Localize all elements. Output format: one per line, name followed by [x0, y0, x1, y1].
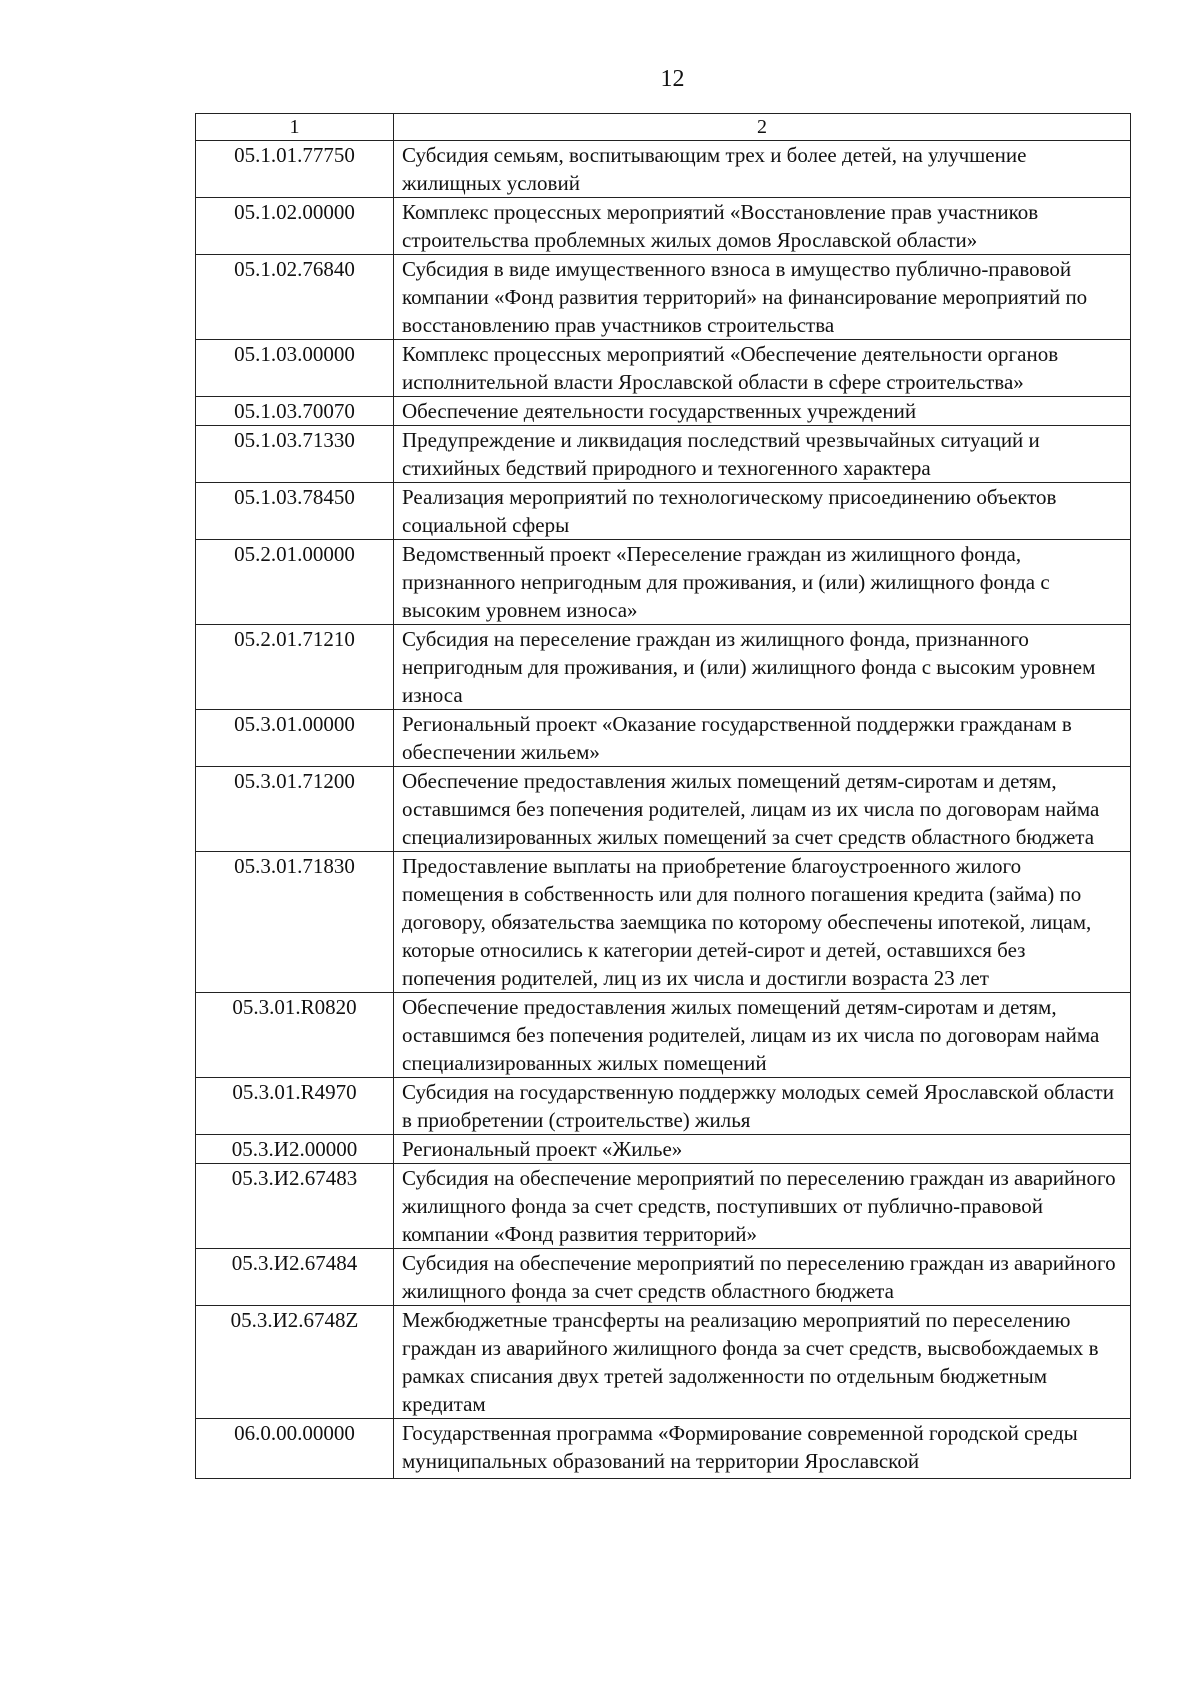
table-row [196, 625, 1131, 710]
classification-code: 05.1.02.00000 [196, 198, 394, 255]
table-row [196, 483, 1131, 540]
code-description: Субсидия на государственную поддержку молодых семей Ярославской области в приобретении (строительстве) жилья [394, 1078, 1131, 1135]
table-row [196, 1419, 1131, 1479]
code-description: Ведомственный проект «Переселение граждан из жилищного фонда, признанного непригодным для проживания, и (или) жилищного фонда с высоким уровнем износа» [394, 540, 1131, 625]
column-header-1: 1 [196, 114, 394, 141]
code-description: Предоставление выплаты на приобретение благоустроенного жилого помещения в собственность или для полного погашения кредита (займа) по договору, обязательства заемщика по которому обеспечены ипотекой, лицам, которые относились к категории детей-сирот и детей, оставшихся без попечения родителей, лиц из их числа и достигли возраста 23 лет [394, 852, 1131, 993]
column-header-2: 2 [394, 114, 1131, 141]
page-number: 12 [660, 66, 685, 92]
classification-code: 05.1.03.78450 [196, 483, 394, 540]
table-row [196, 397, 1131, 426]
budget-codes-table [195, 113, 1131, 1479]
classification-code: 06.0.00.00000 [196, 1419, 394, 1479]
code-description: Региональный проект «Жилье» [394, 1135, 1131, 1164]
classification-code: 05.1.03.70070 [196, 397, 394, 426]
code-description: Субсидия на обеспечение мероприятий по переселению граждан из аварийного жилищного фонда за счет средств, поступивших от публично-правовой компании «Фонд развития территорий» [394, 1164, 1131, 1249]
classification-code: 05.1.02.76840 [196, 255, 394, 340]
classification-code: 05.3.И2.67484 [196, 1249, 394, 1306]
classification-code: 05.3.01.71200 [196, 767, 394, 852]
table-row [196, 1078, 1131, 1135]
table-row [196, 255, 1131, 340]
code-description: Обеспечение деятельности государственных учреждений [394, 397, 1131, 426]
code-description: Реализация мероприятий по технологическому присоединению объектов социальной сферы [394, 483, 1131, 540]
code-description: Предупреждение и ликвидация последствий чрезвычайных ситуаций и стихийных бедствий природного и техногенного характера [394, 426, 1131, 483]
table-row [196, 198, 1131, 255]
classification-code: 05.2.01.00000 [196, 540, 394, 625]
table-body [196, 141, 1131, 1479]
table-row [196, 340, 1131, 397]
table-row [196, 1164, 1131, 1249]
table-header-row [196, 114, 1131, 141]
classification-code: 05.1.03.00000 [196, 340, 394, 397]
table-row [196, 767, 1131, 852]
table-row [196, 710, 1131, 767]
code-description: Субсидия семьям, воспитывающим трех и более детей, на улучшение жилищных условий [394, 141, 1131, 198]
classification-code: 05.3.И2.00000 [196, 1135, 394, 1164]
table-row [196, 1135, 1131, 1164]
classification-code: 05.3.01.R0820 [196, 993, 394, 1078]
code-description: Субсидия на обеспечение мероприятий по переселению граждан из аварийного жилищного фонда за счет средств областного бюджета [394, 1249, 1131, 1306]
classification-code: 05.3.01.71830 [196, 852, 394, 993]
code-description: Обеспечение предоставления жилых помещений детям-сиротам и детям, оставшимся без попечения родителей, лицам из их числа по договорам найма специализированных жилых помещений [394, 993, 1131, 1078]
classification-code: 05.3.И2.6748Z [196, 1306, 394, 1419]
table-row [196, 1306, 1131, 1419]
code-description: Обеспечение предоставления жилых помещений детям-сиротам и детям, оставшимся без попечения родителей, лицам из их числа по договорам найма специализированных жилых помещений за счет средств областного бюджета [394, 767, 1131, 852]
table-row [196, 993, 1131, 1078]
table-row [196, 1249, 1131, 1306]
classification-code: 05.3.01.R4970 [196, 1078, 394, 1135]
code-description: Субсидия в виде имущественного взноса в имущество публично-правовой компании «Фонд развития территорий» на финансирование мероприятий по восстановлению прав участников строительства [394, 255, 1131, 340]
table-row [196, 141, 1131, 198]
code-description: Комплекс процессных мероприятий «Восстановление прав участников строительства проблемных жилых домов Ярославской области» [394, 198, 1131, 255]
code-description: Региональный проект «Оказание государственной поддержки гражданам в обеспечении жильем» [394, 710, 1131, 767]
classification-code: 05.3.01.00000 [196, 710, 394, 767]
code-description: Комплекс процессных мероприятий «Обеспечение деятельности органов исполнительной власти Ярославской области в сфере строительства» [394, 340, 1131, 397]
classification-code: 05.3.И2.67483 [196, 1164, 394, 1249]
table-row [196, 426, 1131, 483]
table-row [196, 852, 1131, 993]
table-row [196, 540, 1131, 625]
classification-code: 05.1.03.71330 [196, 426, 394, 483]
code-description: Государственная программа «Формирование современной городской среды муниципальных образований на территории Ярославской [394, 1419, 1131, 1479]
code-description: Субсидия на переселение граждан из жилищного фонда, признанного непригодным для проживания, и (или) жилищного фонда с высоким уровнем износа [394, 625, 1131, 710]
code-description: Межбюджетные трансферты на реализацию мероприятий по переселению граждан из аварийного жилищного фонда за счет средств, высвобождаемых в рамках списания двух третей задолженности по отдельным бюджетным кредитам [394, 1306, 1131, 1419]
classification-code: 05.1.01.77750 [196, 141, 394, 198]
classification-code: 05.2.01.71210 [196, 625, 394, 710]
